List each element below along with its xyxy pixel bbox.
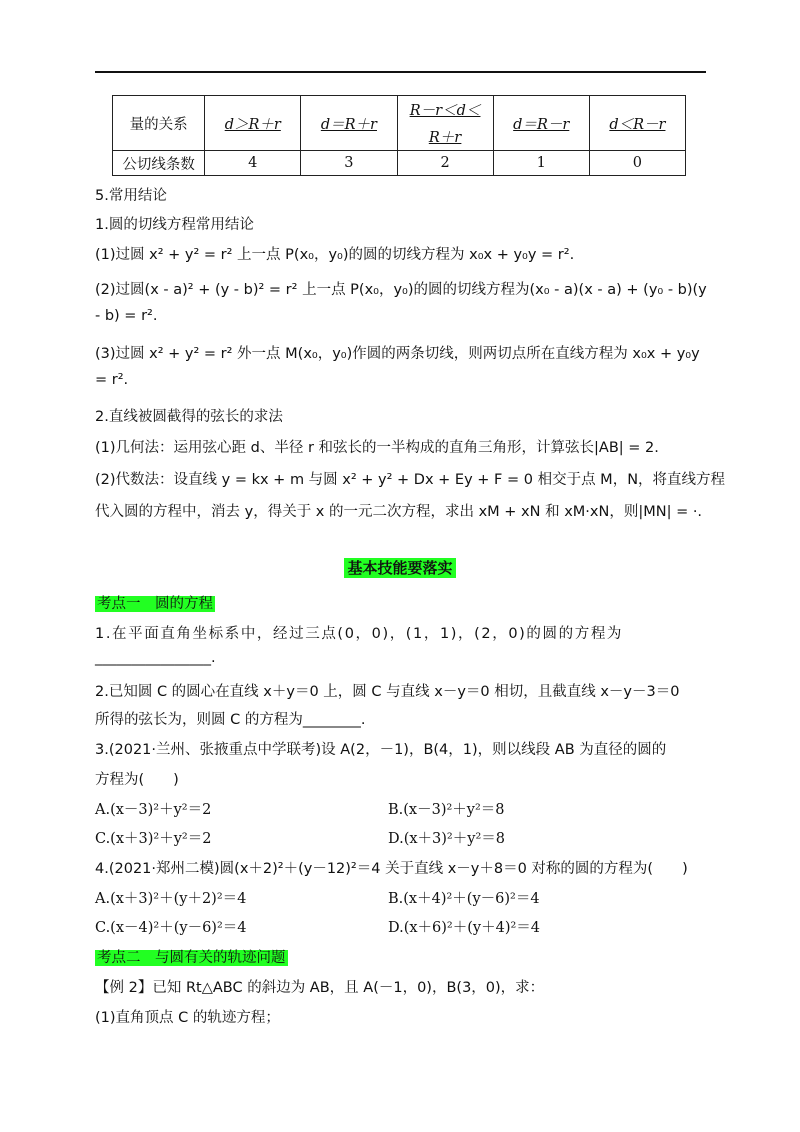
question-line: 2.已知圆 C 的圆心在直线 x＋y＝0 上，圆 C 与直线 x－y＝0 相切，且截直线 x－y－3＝0	[95, 684, 680, 700]
option-c: C.(x＋3)²＋y²＝2	[95, 831, 212, 847]
question-line: 3.(2021·兰州、张掖重点中学联考)设 A(2，－1)，B(4，1)，则以线段 AB 为直径的圆的	[95, 742, 667, 758]
table-header-line: R＋r	[428, 130, 462, 146]
answer-blank: ________________.	[95, 650, 216, 666]
tangent-relation-table	[112, 95, 686, 176]
table-row	[113, 151, 686, 176]
question-line: 1.在平面直角坐标系中，经过三点(0，0)，(1，1)，(2，0)的圆的方程为	[95, 626, 624, 642]
table-header-cell: d＞R＋r	[205, 96, 301, 151]
top-rule	[95, 71, 706, 73]
conclusion-line: (1)几何法：运用弦心距 d、半径 r 和弦长的一半构成的直角三角形，计算弦长|AB| = 2.	[95, 440, 659, 456]
option-c: C.(x－4)²＋(y－6)²＝4	[95, 920, 247, 936]
conclusion-line: (2)过圆(x - a)² + (y - b)² = r² 上一点 P(x₀，y₀)的圆的切线方程为(x₀ - a)(x - a) + (y₀ - b)(y	[95, 282, 707, 298]
heading-chord-length: 2.直线被圆截得的弦长的求法	[95, 409, 283, 425]
example-line: 【例 2】已知 Rt△ABC 的斜边为 AB，且 A(－1，0)，B(3，0)，求：	[95, 980, 545, 996]
conclusion-line: - b) = r².	[95, 308, 158, 324]
table-row-label: 公切线条数	[113, 151, 205, 176]
question-line: 所得的弦长为，则圆 C 的方程为________.	[95, 712, 366, 728]
option-row	[95, 887, 540, 908]
option-row	[95, 827, 505, 848]
table-cell: 2	[397, 151, 493, 176]
section-title-text: 基本技能要落实	[344, 558, 455, 578]
table-header-cell: 量的关系	[113, 96, 205, 151]
conclusion-line: (2)代数法：设直线 y = kx + m 与圆 x² + y² + Dx + Ey + F = 0 相交于点 M，N，将直线方程	[95, 472, 726, 488]
option-row	[95, 916, 541, 937]
table-cell: 0	[589, 151, 685, 176]
table-header-cell: d＜R－r	[589, 96, 685, 151]
question-line: 4.(2021·郑州二模)圆(x＋2)²＋(y－12)²＝4 关于直线 x－y＋8＝0 对称的圆的方程为( )	[95, 861, 688, 877]
option-a: A.(x＋3)²＋(y＋2)²＝4	[95, 891, 247, 907]
topic-title-text: 考点一 圆的方程	[97, 596, 213, 612]
topic-title	[95, 946, 288, 967]
question-line: 方程为( )	[95, 772, 179, 788]
option-d: D.(x＋6)²＋(y＋4)²＝4	[388, 920, 541, 936]
table-header-cell	[397, 96, 493, 151]
table-cell: 3	[301, 151, 397, 176]
table-cell: 1	[493, 151, 589, 176]
table-header-line: R－r＜d＜	[409, 103, 481, 119]
table-cell: 4	[205, 151, 301, 176]
option-b: B.(x＋4)²＋(y－6)²＝4	[388, 891, 540, 907]
topic-title	[95, 592, 215, 613]
conclusion-line: (3)过圆 x² + y² = r² 外一点 M(x₀，y₀)作圆的两条切线，则两切点所在直线方程为 x₀x + y₀y	[95, 346, 700, 362]
conclusion-line: (1)过圆 x² + y² = r² 上一点 P(x₀，y₀)的圆的切线方程为 x₀x + y₀y = r².	[95, 247, 575, 263]
conclusion-line: = r².	[95, 372, 129, 388]
option-row	[95, 798, 505, 819]
option-d: D.(x＋3)²＋y²＝8	[388, 831, 505, 847]
option-a: A.(x－3)²＋y²＝2	[95, 802, 212, 818]
heading-tangent-conclusions: 1.圆的切线方程常用结论	[95, 217, 254, 233]
table-header-cell: d＝R－r	[493, 96, 589, 151]
example-subquestion: (1)直角顶点 C 的轨迹方程；	[95, 1010, 280, 1026]
heading-common-conclusions: 5.常用结论	[95, 188, 167, 204]
topic-title-text: 考点二 与圆有关的轨迹问题	[97, 950, 286, 966]
option-b: B.(x－3)²＋y²＝8	[388, 802, 505, 818]
section-title	[0, 557, 800, 578]
conclusion-line: 代入圆的方程中，消去 y，得关于 x 的一元二次方程，求出 xM + xN 和 xM·xN，则|MN| = ·.	[95, 504, 703, 520]
table-header-cell: d＝R＋r	[301, 96, 397, 151]
table-row	[113, 96, 686, 151]
